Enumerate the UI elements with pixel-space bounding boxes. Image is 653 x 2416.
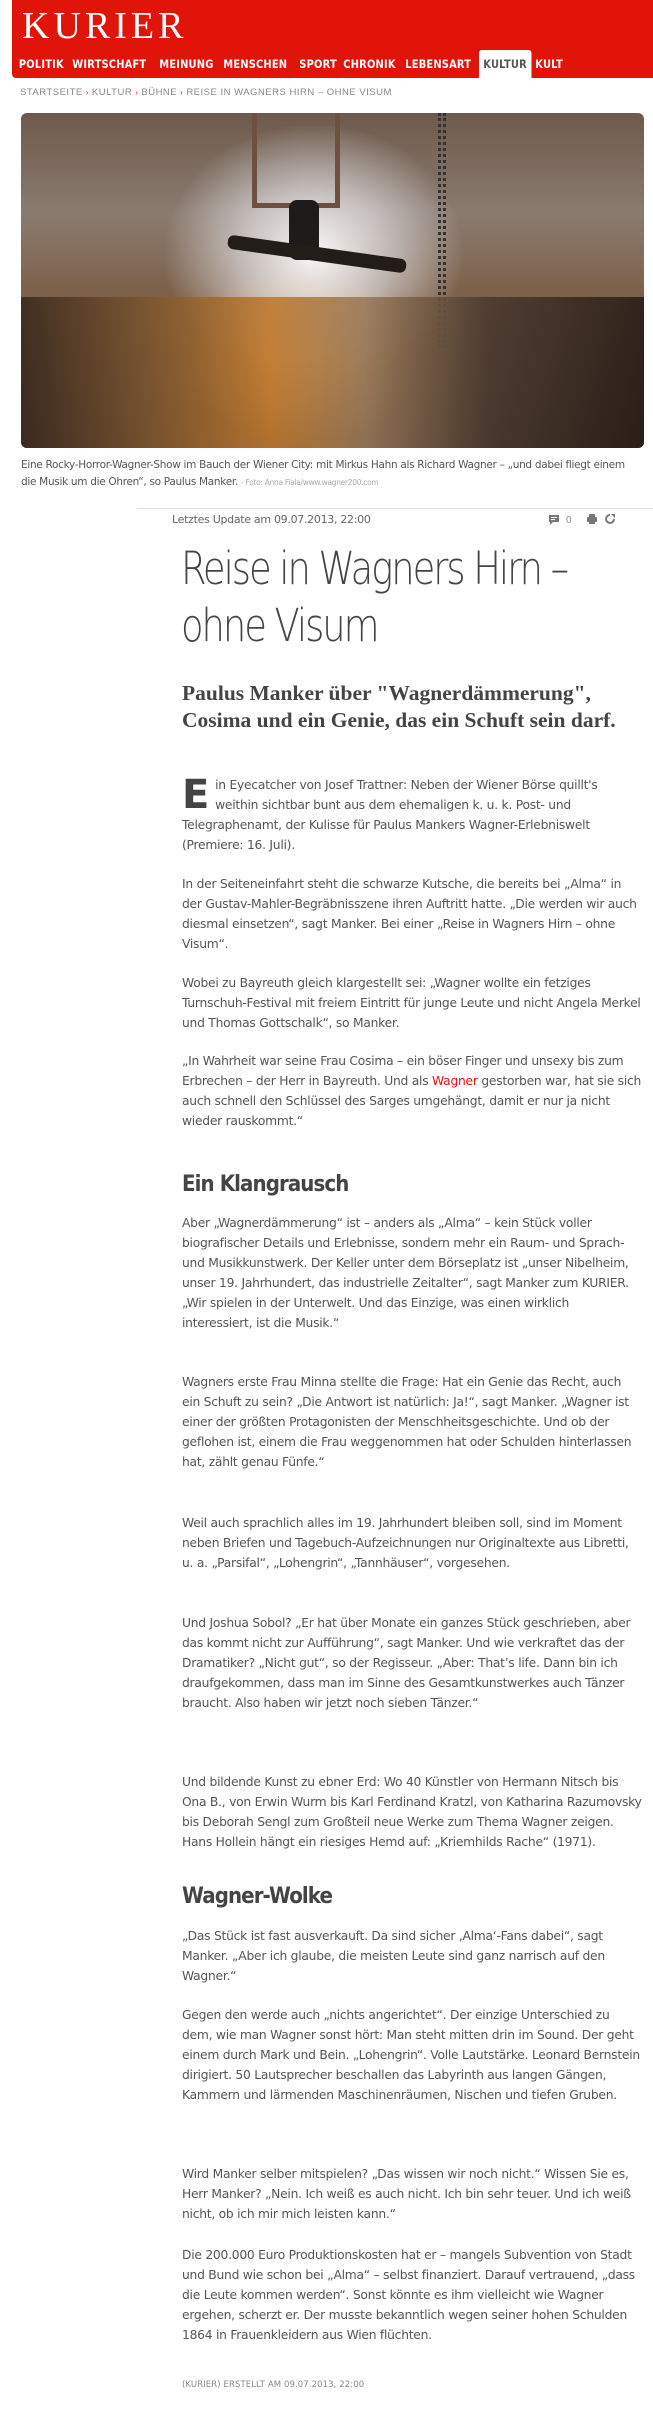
- divider: [137, 508, 653, 509]
- article-title: Reise in Wagners Hirn – ohne Visum: [181, 542, 568, 652]
- comment-icon[interactable]: [548, 514, 560, 528]
- paragraph-3: Wobei zu Bayreuth gleich klargestellt sei: „Wagner wollte ein fetziges Turnschuh-Festival mit freiem Eintritt für junge Leute und nicht Angela Merkel und Thomas Gottschalk“, so Manker.: [182, 976, 641, 1030]
- section-heading-klangrausch: Ein Klangrausch: [182, 1172, 349, 1197]
- breadcrumb-buehne[interactable]: BÜHNE: [141, 87, 178, 98]
- site-header: [12, 0, 653, 78]
- caption-text: Eine Rocky-Horror-Wagner-Show im Bauch der Wiener City: mit Mirkus Hahn als Richard Wagner – „und dabei fliegt einem die Musik um die Ohren“, so Paulus Manker.: [21, 459, 625, 488]
- chevron-right-icon: ›: [85, 88, 89, 97]
- print-icon[interactable]: [586, 513, 598, 528]
- nav-menschen[interactable]: MENSCHEN: [223, 57, 288, 71]
- article-subtitle: Paulus Manker über "Wagnerdämmerung", Cosima und ein Genie, das ein Schuft sein darf.: [182, 681, 616, 732]
- chevron-right-icon: ›: [135, 88, 139, 97]
- breadcrumb-startseite[interactable]: STARTSEITE: [20, 87, 83, 98]
- hero-image[interactable]: [21, 113, 644, 448]
- stage-frame: [252, 113, 340, 208]
- breadcrumb-current: REISE IN WAGNERS HIRN – OHNE VISUM: [186, 87, 392, 98]
- photo-credit: - Foto: Anna Fiala/www.wagner200.com: [241, 478, 379, 487]
- nav-chronik[interactable]: CHRONIK: [343, 57, 397, 71]
- nav-lebensart[interactable]: LEBENSART: [405, 57, 472, 71]
- nav-politik[interactable]: POLITIK: [18, 57, 64, 71]
- article-actions: [548, 513, 616, 528]
- crowd: [21, 297, 644, 448]
- nav-meinung[interactable]: MEINUNG: [159, 57, 214, 71]
- breadcrumb-kultur[interactable]: KULTUR: [91, 87, 133, 98]
- image-caption: [21, 457, 641, 491]
- breadcrumb: [20, 87, 392, 98]
- paragraph-5: Aber „Wagnerdämmerung“ ist – anders als „Alma“ – kein Stück voller biografischer Details und Erlebnisse, sondern mehr ein Raum- und Sprach- und Musikkunstwerk. Der Keller unter dem Börseplatz ist „unser Nibelheim, unser 19. Jahrhundert, das industrielle Zeitalter“, sagt Manker zum KURIER. „Wir spielen in der Unterwelt. Und das Einzige, was einen wirklich interessiert, ist die Musik.“: [182, 1216, 629, 1330]
- main-nav: [12, 50, 564, 78]
- wagner-link[interactable]: Wagner: [432, 1074, 478, 1088]
- created-date: (KURIER) ERSTELLT AM 09.07.2013, 22:00: [182, 2380, 365, 2390]
- share-icon[interactable]: [604, 513, 616, 528]
- paragraph-11: Gegen den werde auch „nichts angerichtet“. Der einzige Unterschied zu dem, wie man Wagner sonst hört: Man steht mitten drin im Sound. Der geht einem durch Mark und Bein. „Lohengrin“. Volle Lautstärke. Leonard Bernstein dirigiert. 50 Lautsprecher beschallen das Labyrinth aus langen Gängen, Kammern und lärmenden Maschinenräumen, Nischen und tiefen Gruben.: [182, 2008, 640, 2102]
- paragraph-1: [182, 772, 642, 855]
- paragraph-2: In der Seiteneinfahrt steht die schwarze Kutsche, die bereits bei „Alma“ in der Gustav-Mahler-Begräbnisszene ihren Auftritt hatte. „Die werden wir auch diesmal einsetzen“, sagt Manker. Bei einer „Reise in Wagners Hirn – ohne Visum“.: [182, 877, 637, 951]
- kurier-logo[interactable]: KURIER: [22, 5, 188, 47]
- nav-kultur[interactable]: KULTUR: [479, 50, 531, 78]
- paragraph-13: Die 200.000 Euro Produktionskosten hat er – mangels Subvention von Stadt und Bund wie schon bei „Alma“ – selbst finanziert. Darauf vertrauend, „dass die Leute kommen werden“. Sonst könnte es ihm vielleicht wie Wagner ergehen, scherzt er. Der musste bekanntlich wegen seiner hohen Schulden 1864 in Frauenkleidern aus Wien flüchten.: [182, 2248, 635, 2342]
- paragraph-text: in Eyecatcher von Josef Trattner: Neben der Wiener Börse quillt's weithin sichtbar bunt aus dem ehemaligen k. u. k. Post- und Telegraphenamt, der Kulisse für Paulus Mankers Wagner-Erlebniswelt (Premiere: 16. Juli).: [182, 778, 598, 852]
- last-updated: Letztes Update am 09.07.2013, 22:00: [172, 513, 371, 526]
- paragraph-7: Weil auch sprachlich alles im 19. Jahrhundert bleiben soll, sind im Moment neben Briefen und Tagebuch-Aufzeichnungen nur Originaltexte aus Libretti, u. a. „Parsifal“, „Lohengrin“, „Tannhäuser“, vorgesehen.: [182, 1516, 629, 1570]
- paragraph-8: Und Joshua Sobol? „Er hat über Monate ein ganzes Stück geschrieben, aber das kommt nicht zur Aufführung“, sagt Manker. Und wie verkraftet das der Dramatiker? „Nicht gut“, so der Regisseur. „Aber: That’s life. Dann bin ich draufgekommen, dass man im Sinne des Gesamtkunstwerkes auch Tänzer braucht. Also haben wir jetzt noch sieben Tänzer.“: [182, 1616, 631, 1710]
- nav-kult[interactable]: KULT: [534, 57, 563, 71]
- paragraph-9: Und bildende Kunst zu ebner Erd: Wo 40 Künstler von Hermann Nitsch bis Ona B., von Erwin Wurm bis Karl Ferdinand Kratzl, von Katharina Razumovsky bis Deborah Sengl zum Großteil neue Werke zum Thema Wagner zeigen. Hans Hollein hängt ein riesiges Hemd auf: „Kriemhilds Rache“ (1971).: [182, 1775, 642, 1849]
- comment-count[interactable]: 0: [566, 515, 572, 526]
- drop-cap: E: [182, 772, 210, 818]
- paragraph-12: Wird Manker selber mitspielen? „Das wissen wir noch nicht.“ Wissen Sie es, Herr Manker? „Nein. Ich weiß es auch nicht. Ich bin sehr teuer. Und ich weiß nicht, ob ich mir mich leisten kann.“: [182, 2167, 631, 2221]
- paragraph-6: Wagners erste Frau Minna stellte die Frage: Hat ein Genie das Recht, auch ein Schuft zu sein? „Die Antwort ist natürlich: Ja!“, sagt Manker. „Wagner ist einer der größten Protagonisten der Menschheitsgeschichte. Und ob der geflohen ist, einem die Frau weggenommen hat oder Schulden hinterlassen hat, zählt genau Fünfe.“: [182, 1375, 632, 1469]
- paragraph-10: „Das Stück ist fast ausverkauft. Da sind sicher ‚Alma‘-Fans dabei“, sagt Manker. „Aber ich glaube, die meisten Leute sind ganz narrisch auf den Wagner.“: [182, 1929, 605, 1983]
- nav-wirtschaft[interactable]: WIRTSCHAFT: [72, 57, 147, 71]
- section-heading-wagner-wolke: Wagner-Wolke: [182, 1884, 333, 1909]
- paragraph-text: „In Wahrheit war seine Frau Cosima – ein böser Finger und unsexy bis zum Erbrechen – der Herr in Bayreuth. Und als: [182, 1054, 624, 1088]
- paragraph-4: [182, 1051, 642, 1131]
- chevron-right-icon: ›: [180, 88, 184, 97]
- paragraph-text: gestorben war, hat sie sich auch schnell den Schlüssel des Sarges umgehängt, damit er nur ja nicht wieder rauskommt.“: [182, 1074, 642, 1128]
- nav-sport[interactable]: SPORT: [299, 57, 337, 71]
